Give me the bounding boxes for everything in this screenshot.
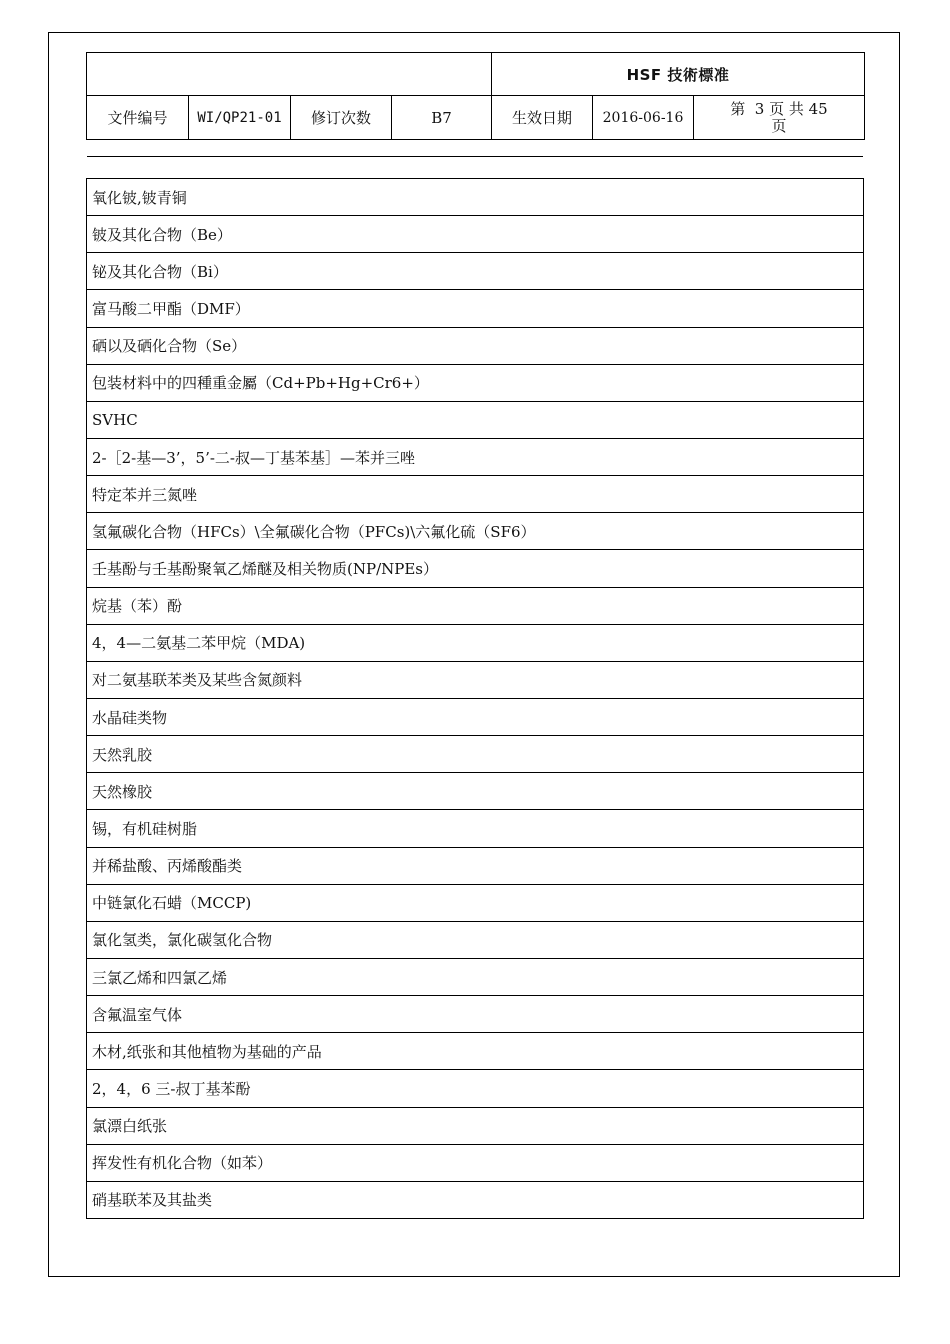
substance-name: 特定苯并三氮唑: [87, 476, 864, 513]
table-row: [87, 810, 864, 847]
header-divider: [87, 156, 863, 157]
table-row: [87, 736, 864, 773]
substance-name: 氯化氢类，氯化碳氢化合物: [87, 921, 864, 958]
substance-name: 三氯乙烯和四氯乙烯: [87, 958, 864, 995]
table-row: [87, 253, 864, 290]
table-row: [87, 884, 864, 921]
substance-name: 包装材料中的四種重金屬（Cd+Pb+Hg+Cr6+）: [87, 364, 864, 401]
table-row: [87, 996, 864, 1033]
substance-name: 并稀盐酸、丙烯酸酯类: [87, 847, 864, 884]
substance-name: 氢氟碳化合物（HFCs）\全氟碳化合物（PFCs)\六氟化硫（SF6）: [87, 513, 864, 550]
page-count-line2: 页: [771, 116, 787, 135]
table-row: [87, 958, 864, 995]
effective-date-value: 2016-06-16: [593, 96, 694, 140]
table-row: [87, 216, 864, 253]
table-row: [87, 921, 864, 958]
substance-name: 2，4，6 三-叔丁基苯酚: [87, 1070, 864, 1107]
substance-name: 含氟温室气体: [87, 996, 864, 1033]
page-count-line1: 第 3 页 共 45: [730, 99, 828, 118]
table-row: [87, 624, 864, 661]
table-row: [87, 290, 864, 327]
substance-name: 4，4—二氨基二苯甲烷（MDA): [87, 624, 864, 661]
substance-name: 烷基（苯）酚: [87, 587, 864, 624]
standard-title: HSF 技術標准: [492, 53, 865, 96]
substance-name: 对二氨基联苯类及某些含氮颜料: [87, 661, 864, 698]
doc-no-label: 文件编号: [87, 96, 189, 140]
substance-name: 2-［2-基—3’，5’-二-叔—丁基苯基］—苯并三唑: [87, 438, 864, 475]
substance-name: 硝基联苯及其盐类: [87, 1181, 864, 1218]
substance-name: 天然橡胶: [87, 773, 864, 810]
substance-name: 中链氯化石蜡（MCCP): [87, 884, 864, 921]
revision-label: 修订次数: [291, 96, 392, 140]
substance-name: 氯漂白纸张: [87, 1107, 864, 1144]
table-row: [87, 1107, 864, 1144]
substance-name: 富马酸二甲酯（DMF）: [87, 290, 864, 327]
table-row: [87, 1033, 864, 1070]
substance-name: 挥发性有机化合物（如苯）: [87, 1144, 864, 1181]
table-row: [87, 476, 864, 513]
table-row: [87, 773, 864, 810]
substance-name: 铋及其化合物（Bi）: [87, 253, 864, 290]
table-row: [87, 401, 864, 438]
revision-value: B7: [392, 96, 492, 140]
doc-no-value: WI/QP21-01: [189, 96, 291, 140]
substance-table: [86, 178, 864, 1219]
substance-name: 铍及其化合物（Be）: [87, 216, 864, 253]
page-count: [694, 96, 865, 140]
substance-name: 锡，有机硅树脂: [87, 810, 864, 847]
effective-date-label: 生效日期: [492, 96, 593, 140]
substance-name: 天然乳胶: [87, 736, 864, 773]
substance-name: SVHC: [87, 401, 864, 438]
substance-name: 壬基酚与壬基酚聚氧乙烯醚及相关物质(NP/NPEs）: [87, 550, 864, 587]
table-row: [87, 364, 864, 401]
substance-name: 氧化铍,铍青铜: [87, 179, 864, 216]
table-row: [87, 513, 864, 550]
document-header: [86, 52, 865, 140]
table-row: [87, 661, 864, 698]
table-row: [87, 179, 864, 216]
table-row: [87, 587, 864, 624]
table-row: [87, 1144, 864, 1181]
substance-name: 水晶硅类物: [87, 698, 864, 735]
substance-name: 木材,纸张和其他植物为基础的产品: [87, 1033, 864, 1070]
table-row: [87, 438, 864, 475]
substance-name: 硒以及硒化合物（Se）: [87, 327, 864, 364]
table-row: [87, 550, 864, 587]
header-blank-cell: [87, 53, 492, 96]
table-row: [87, 1070, 864, 1107]
table-row: [87, 1181, 864, 1218]
table-row: [87, 698, 864, 735]
table-row: [87, 327, 864, 364]
table-row: [87, 847, 864, 884]
